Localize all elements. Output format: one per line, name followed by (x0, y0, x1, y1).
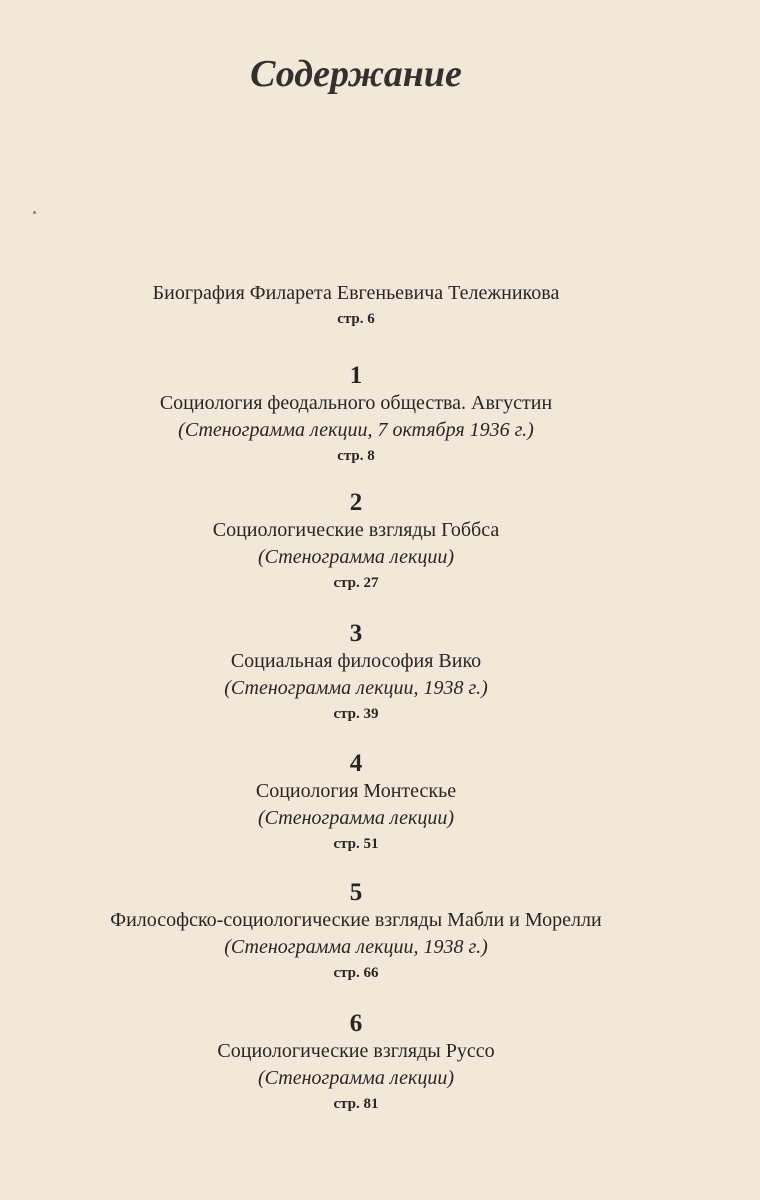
toc-entry-biography (0, 280, 712, 331)
chapter-title: Социологические взгляды Гоббса (212, 519, 500, 541)
chapter-number: 2 (349, 489, 363, 516)
chapter-number: 1 (349, 362, 363, 389)
toc-entry-chapter-6 (0, 1010, 712, 1116)
chapter-note: (Стенограмма лекции) (258, 807, 454, 829)
chapter-number: 4 (349, 750, 363, 777)
toc-entry-chapter-4 (0, 750, 712, 856)
chapter-note: (Стенограмма лекции, 1938 г.) (224, 936, 488, 958)
chapter-title: Философско-социологические взгляды Мабли и Морелли (110, 909, 602, 931)
toc-entry-chapter-3 (0, 620, 712, 726)
chapter-number: 6 (349, 1010, 363, 1037)
page-title: Содержание (250, 53, 462, 95)
chapter-page: стр. 66 (333, 965, 379, 981)
chapter-number: 3 (349, 620, 363, 647)
chapter-title: Социальная философия Вико (230, 650, 482, 672)
chapter-page: стр. 27 (333, 575, 379, 591)
chapter-note: (Стенограмма лекции, 1938 г.) (224, 677, 488, 699)
chapter-page: стр. 51 (333, 836, 379, 852)
chapter-note: (Стенограмма лекции, 7 октября 1936 г.) (178, 419, 534, 441)
chapter-title: Социология феодального общества. Августин (159, 392, 553, 414)
toc-entry-chapter-5 (0, 879, 712, 985)
chapter-title: Социологические взгляды Руссо (217, 1040, 495, 1062)
paper-speck (33, 211, 36, 214)
chapter-number: 5 (349, 879, 363, 906)
toc-entry-chapter-1 (0, 362, 712, 468)
toc-entry-page: стр. 6 (337, 311, 375, 327)
chapter-note: (Стенограмма лекции) (258, 546, 454, 568)
chapter-page: стр. 81 (333, 1096, 379, 1112)
toc-entry-chapter-2 (0, 489, 712, 595)
toc-entry-name: Биография Филарета Евгеньевича Тележникова (152, 282, 560, 304)
chapter-title: Социология Монтескье (255, 780, 457, 802)
chapter-page: стр. 8 (337, 448, 375, 464)
chapter-page: стр. 39 (333, 706, 379, 722)
chapter-note: (Стенограмма лекции) (258, 1067, 454, 1089)
